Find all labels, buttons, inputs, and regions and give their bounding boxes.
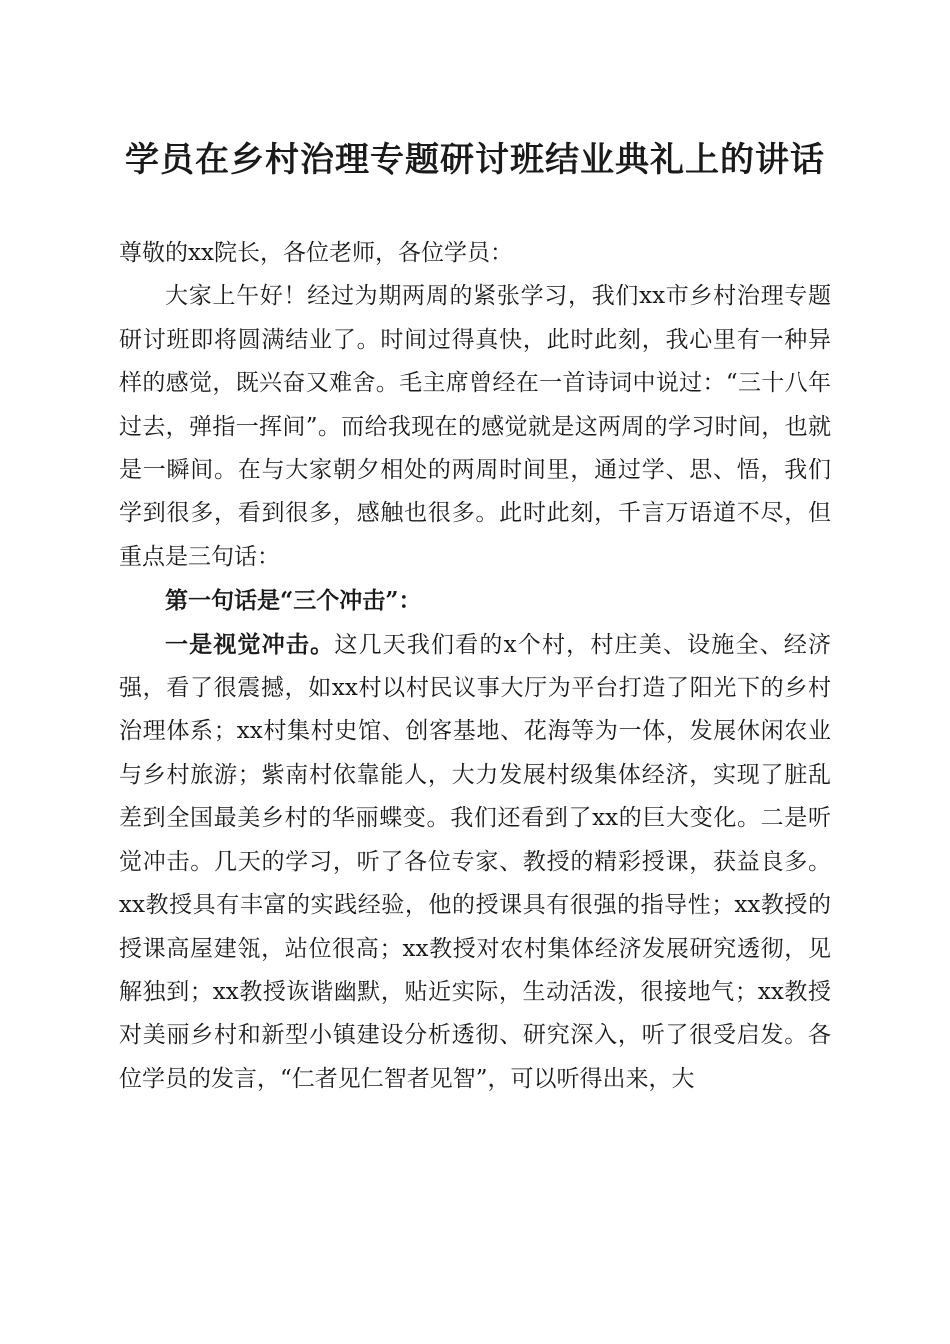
paragraph-visual-impact — [119, 623, 831, 1101]
paragraph-lead-phrase: 一是视觉冲击。 — [165, 630, 335, 658]
document-title: 学员在乡村治理专题研讨班结业典礼上的讲话 — [125, 140, 825, 180]
paragraph-first-point-heading: 第一句话是“三个冲击”： — [165, 587, 422, 615]
paragraph-visual-impact-text: 这几天我们看的x个村，村庄美、设施全、经济强，看了很震撼，如xx村以村民议事大厅为平台打造了阳光下的乡村治理体系；xx村集村史馆、创客基地、花海等为一体，发展休闲农业与乡村旅游；紫南村依靠能人，大力发展村级集体经济，实现了脏乱差到全国最美乡村的华丽蝶变。我们还看到了xx的巨大变化。二是听觉冲击。几天的学习，听了各位专家、教授的精彩授课，获益良多。xx教授具有丰富的实践经验，他的授课具有很强的指导性；xx教授的授课高屋建瓴，站位很高；xx教授对农村集体经济发展研究透彻，见解独到；xx教授诙谐幽默，贴近实际，生动活泼，很接地气；xx教授对美丽乡村和新型小镇建设分析透彻、研究深入，听了很受启发。各位学员的发言，“仁者见仁智者见智”，可以听得出来，大 — [119, 631, 831, 1092]
paragraph-opening: 大家上午好！经过为期两周的紧张学习，我们xx市乡村治理专题研讨班即将圆满结业了。时间过得真快，此时此刻，我心里有一种异样的感觉，既兴奋又难舍。毛主席曾经在一首诗词中说过：“三十八年过去，弹指一挥间”。而给我现在的感觉就是这两周的学习时间，也就是一瞬间。在与大家朝夕相处的两周时间里，通过学、思、悟，我们学到很多，看到很多，感触也很多。此时此刻，千言万语道不尽，但重点是三句话： — [119, 283, 831, 570]
salutation: 尊敬的xx院长，各位老师，各位学员： — [119, 240, 513, 266]
document-body — [119, 232, 831, 1101]
